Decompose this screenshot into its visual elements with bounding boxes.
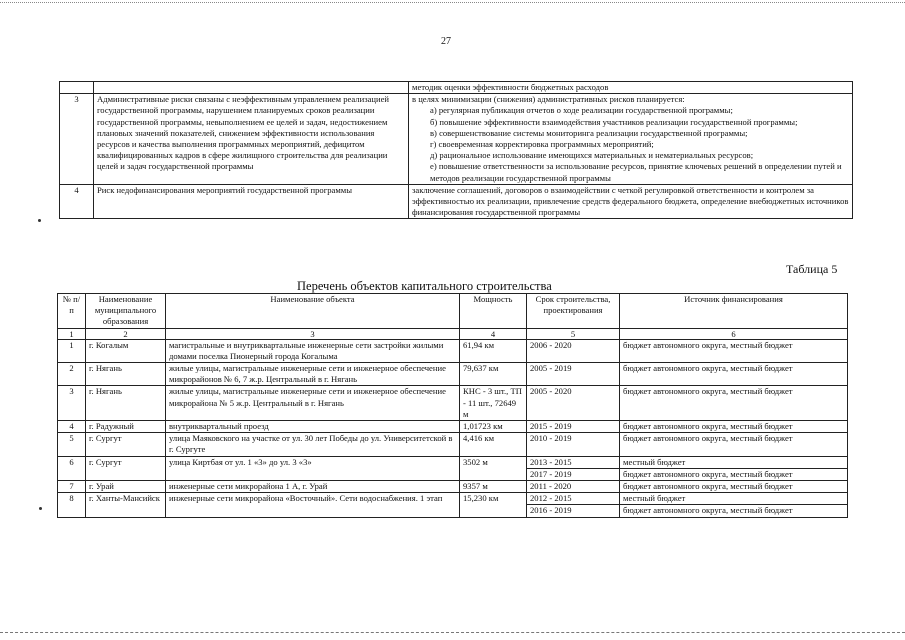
header-cell: Мощность <box>460 294 527 329</box>
measure-item: в) совершенствование системы мониторинга реализации государственной программы; <box>430 127 748 138</box>
scan-top-edge <box>0 2 905 3</box>
municipality: г. Радужный <box>86 421 166 433</box>
funding-source: бюджет автономного округа, местный бюджет <box>620 421 848 433</box>
term: 2016 - 2019 <box>527 505 620 517</box>
object-name: жилые улицы, магистральные инженерные сети и инженерное обеспечение микрорайонов № 6, 7 ж.р. Центральный в г. Нягань <box>166 363 460 386</box>
capacity: 1,01723 км <box>460 421 527 433</box>
column-number: 1 <box>58 328 86 339</box>
header-cell: Наименование муниципального образования <box>86 294 166 329</box>
table-header-row <box>58 294 848 329</box>
header-cell: Источник финансирования <box>620 294 848 329</box>
header-cell: № п/п <box>58 294 86 329</box>
risk-num: 3 <box>60 94 94 185</box>
object-name: жилые улицы, магистральные инженерные сети и инженерное обеспечение микрорайона № 5 ж.р. Центральный в г. Нягань <box>166 386 460 421</box>
column-number-row <box>58 328 848 339</box>
term: 2017 - 2019 <box>527 468 620 480</box>
capacity: 3502 м <box>460 456 527 480</box>
funding-source: бюджет автономного округа, местный бюджет <box>620 481 848 493</box>
measure-item: б) повышение эффективности взаимодействия участников реализации государственной программы; <box>430 116 798 127</box>
scan-speck <box>38 219 41 222</box>
row-number: 6 <box>58 456 86 480</box>
capacity: 9357 м <box>460 481 527 493</box>
table-label: Таблица 5 <box>786 262 838 276</box>
table-row <box>58 481 848 493</box>
funding-source: бюджет автономного округа, местный бюджет <box>620 363 848 386</box>
row-number: 1 <box>58 339 86 362</box>
table-row <box>60 184 853 219</box>
municipality: г. Нягань <box>86 386 166 421</box>
table-row <box>60 94 853 185</box>
municipality: г. Нягань <box>86 363 166 386</box>
row-number: 3 <box>58 386 86 421</box>
funding-source: бюджет автономного округа, местный бюджет <box>620 505 848 517</box>
funding-source: бюджет автономного округа, местный бюджет <box>620 339 848 362</box>
term: 2010 - 2019 <box>527 433 620 456</box>
object-name: внутриквартальный проезд <box>166 421 460 433</box>
risk-num: 4 <box>60 184 94 219</box>
object-name: улица Маяковского на участке от ул. 30 лет Победы до ул. Университетской в г. Сургуте <box>166 433 460 456</box>
row-number: 2 <box>58 363 86 386</box>
municipality: г. Сургут <box>86 456 166 480</box>
column-number: 2 <box>86 328 166 339</box>
term: 2012 - 2015 <box>527 493 620 505</box>
risk-measures <box>409 94 853 185</box>
column-number: 6 <box>620 328 848 339</box>
object-name: магистральные и внутриквартальные инженерные сети застройки жилыми домами поселка Пионерный города Когалыма <box>166 339 460 362</box>
municipality: г. Сургут <box>86 433 166 456</box>
measure-item: а) регулярная публикация отчетов о ходе реализации государственной программы; <box>430 105 733 116</box>
table-row <box>58 456 848 468</box>
capacity: КНС - 3 шт., ТП - 11 шт., 72649 м <box>460 386 527 421</box>
measure-item: г) своевременная корректировка программных мероприятий; <box>430 139 654 150</box>
header-cell: Наименование объекта <box>166 294 460 329</box>
municipality: г. Когалым <box>86 339 166 362</box>
construction-objects-table <box>57 293 848 518</box>
municipality: г. Ханты-Мансийск <box>86 493 166 517</box>
risk-description: Административные риски связаны с неэффективным управлением реализацией государственной программы, нарушением планируемых сроков реализации государственной программы, невыполнением ее целей и задач, недостижением плановых значений показателей, снижением эффективности использования ресурсов и качества выполнения программных мероприятий, дефицитом квалифицированных кадров в сфере жилищного строительства для реализации целей и задач государственной программы <box>94 94 409 185</box>
object-name: инженерные сети микрорайона «Восточный». Сети водоснабжения. 1 этап <box>166 493 460 517</box>
term: 2015 - 2019 <box>527 421 620 433</box>
term: 2005 - 2020 <box>527 386 620 421</box>
table-caption: Перечень объектов капитального строительства <box>297 279 552 293</box>
object-name: инженерные сети микрорайона 1 А, г. Урай <box>166 481 460 493</box>
column-number: 5 <box>527 328 620 339</box>
table-row <box>60 82 853 94</box>
row-number: 4 <box>58 421 86 433</box>
row-number: 7 <box>58 481 86 493</box>
scan-bottom-edge <box>0 632 905 633</box>
term: 2013 - 2015 <box>527 456 620 468</box>
funding-source: местный бюджет <box>620 456 848 468</box>
table-row <box>58 386 848 421</box>
funding-source: бюджет автономного округа, местный бюджет <box>620 468 848 480</box>
table-row <box>58 363 848 386</box>
table-row <box>58 339 848 362</box>
risks-top-row-text: методик оценки эффективности бюджетных расходов <box>409 82 853 94</box>
term: 2011 - 2020 <box>527 481 620 493</box>
funding-source: бюджет автономного округа, местный бюджет <box>620 386 848 421</box>
column-number: 3 <box>166 328 460 339</box>
funding-source: местный бюджет <box>620 493 848 505</box>
measure-item: д) рациональное использование имеющихся материальных и нематериальных ресурсов; <box>430 150 754 161</box>
table-row <box>58 421 848 433</box>
table-row <box>58 433 848 456</box>
row-number: 5 <box>58 433 86 456</box>
term: 2006 - 2020 <box>527 339 620 362</box>
measure-item: е) повышение ответственности за использование ресурсов, принятие ключевых решений в определении путей и методов реализации государственной программы <box>430 161 842 183</box>
table-row <box>58 493 848 505</box>
page-number: 27 <box>441 36 451 47</box>
header-cell: Срок строительства, проектирования <box>527 294 620 329</box>
scan-speck <box>39 507 42 510</box>
measures-intro: в целях минимизации (снижения) административных рисков планируется: <box>412 94 685 105</box>
risk-measures: заключение соглашений, договоров о взаимодействии с четкой регулировкой ответственности и контролем за эффективностью их реализации, привлечение средств федерального бюджета, определение внебюджетных источников финансирования государственной программы <box>409 184 853 219</box>
capacity: 79,637 км <box>460 363 527 386</box>
capacity: 4,416 км <box>460 433 527 456</box>
capacity: 15,230 км <box>460 493 527 517</box>
risk-description: Риск недофинансирования мероприятий государственной программы <box>94 184 409 219</box>
capacity: 61,94 км <box>460 339 527 362</box>
object-name: улица Киртбая от ул. 1 «3» до ул. 3 «3» <box>166 456 460 480</box>
term: 2005 - 2019 <box>527 363 620 386</box>
row-number: 8 <box>58 493 86 517</box>
municipality: г. Урай <box>86 481 166 493</box>
column-number: 4 <box>460 328 527 339</box>
risks-table <box>59 81 853 219</box>
funding-source: бюджет автономного округа, местный бюджет <box>620 433 848 456</box>
